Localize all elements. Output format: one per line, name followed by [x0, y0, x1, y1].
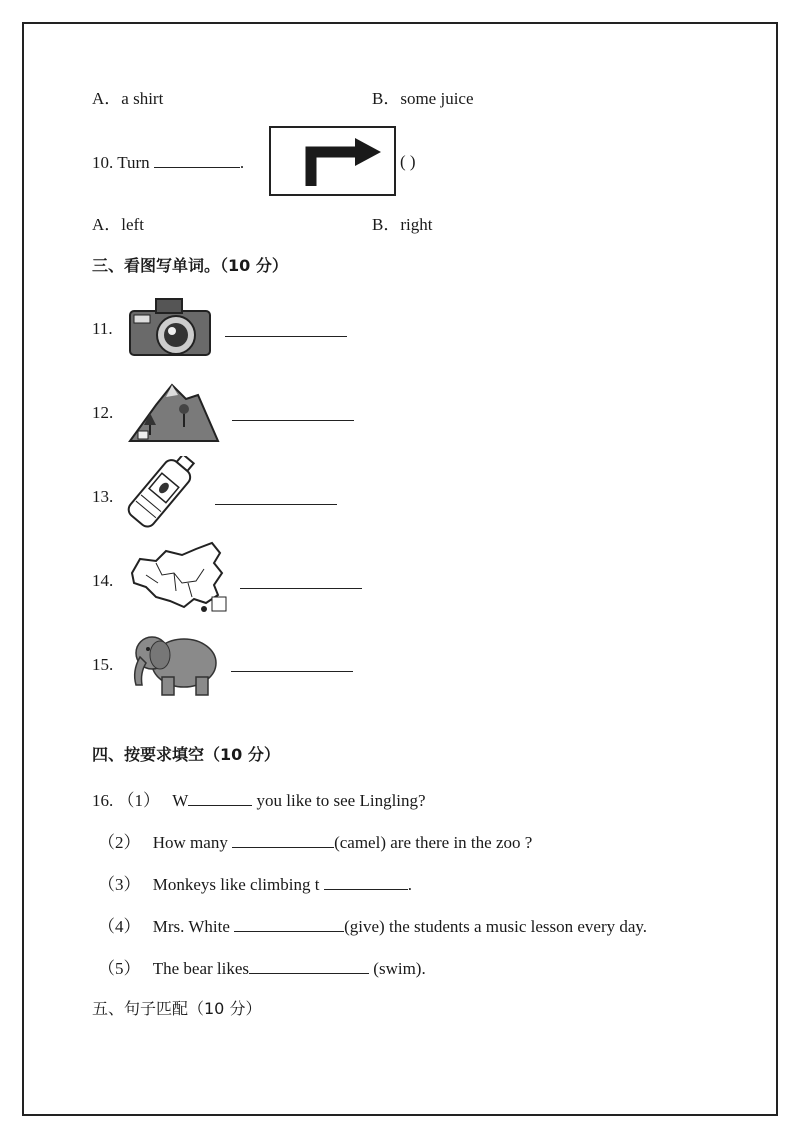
elephant-icon [126, 625, 222, 697]
q16-item-3 [98, 875, 412, 893]
q10-prefix: 10. Turn [92, 153, 150, 172]
section5-title: 五、句子匹配（10 分） [92, 999, 262, 1018]
answer-line-14[interactable] [240, 588, 362, 589]
china-map-icon [126, 539, 236, 617]
q10-blank[interactable] [154, 153, 240, 168]
item-number: 15. [92, 655, 114, 674]
item-label: （4） [98, 917, 141, 936]
mountain-icon [126, 377, 222, 445]
turn-right-arrow-icon [271, 128, 394, 194]
q10-option-b: B．right [372, 215, 433, 234]
item-text-post: you like to see Lingling? [252, 791, 426, 810]
section4-title: 四、按要求填空（10 分） [92, 745, 280, 764]
water-bottle-icon [126, 456, 210, 532]
q16-item-2 [98, 833, 532, 851]
item-number: 14. [92, 571, 114, 590]
item-text-pre: The bear likes [152, 959, 250, 978]
answer-line-12[interactable] [232, 420, 354, 421]
q16-item-1 [92, 791, 426, 809]
answer-line-11[interactable] [225, 336, 347, 337]
q16-item-5 [98, 959, 426, 977]
fill-blank-5[interactable] [249, 959, 369, 974]
item-text-post: (camel) are there in the zoo ? [334, 833, 533, 852]
q10-suffix: . [239, 153, 245, 172]
q10-prompt [92, 153, 244, 171]
item-label: （5） [98, 959, 141, 978]
answer-line-15[interactable] [231, 671, 353, 672]
item-text-post: (give) the students a music lesson every day. [344, 917, 648, 936]
fill-blank-4[interactable] [234, 917, 344, 932]
q10-answer-paren: ( ) [400, 152, 416, 171]
section3-title: 三、看图写单词。（10 分） [92, 256, 288, 275]
item-number: 12. [92, 403, 114, 422]
q10-option-a: A．left [92, 215, 144, 234]
q9-option-a: A．a shirt [92, 89, 164, 108]
fill-blank-2[interactable] [232, 833, 334, 848]
q9-option-b: B．some juice [372, 89, 474, 108]
item-text-pre: Mrs. White [152, 917, 235, 936]
item-label: （3） [98, 875, 141, 894]
item-text-post: . [407, 875, 412, 894]
item-text-pre: How many [152, 833, 233, 852]
item-text-post: (swim). [369, 959, 426, 978]
item-text-pre: Monkeys like climbing t [152, 875, 324, 894]
item-label: （2） [98, 833, 141, 852]
q16-item-4 [98, 917, 647, 935]
answer-line-13[interactable] [215, 504, 337, 505]
fill-blank-1[interactable] [188, 791, 252, 806]
camera-icon [126, 293, 218, 361]
item-number: 11. [92, 319, 113, 338]
q16-label: 16. （1） [92, 791, 160, 810]
item-text-pre: W [172, 791, 189, 810]
turn-right-sign [269, 126, 396, 196]
item-number: 13. [92, 487, 114, 506]
fill-blank-3[interactable] [324, 875, 408, 890]
